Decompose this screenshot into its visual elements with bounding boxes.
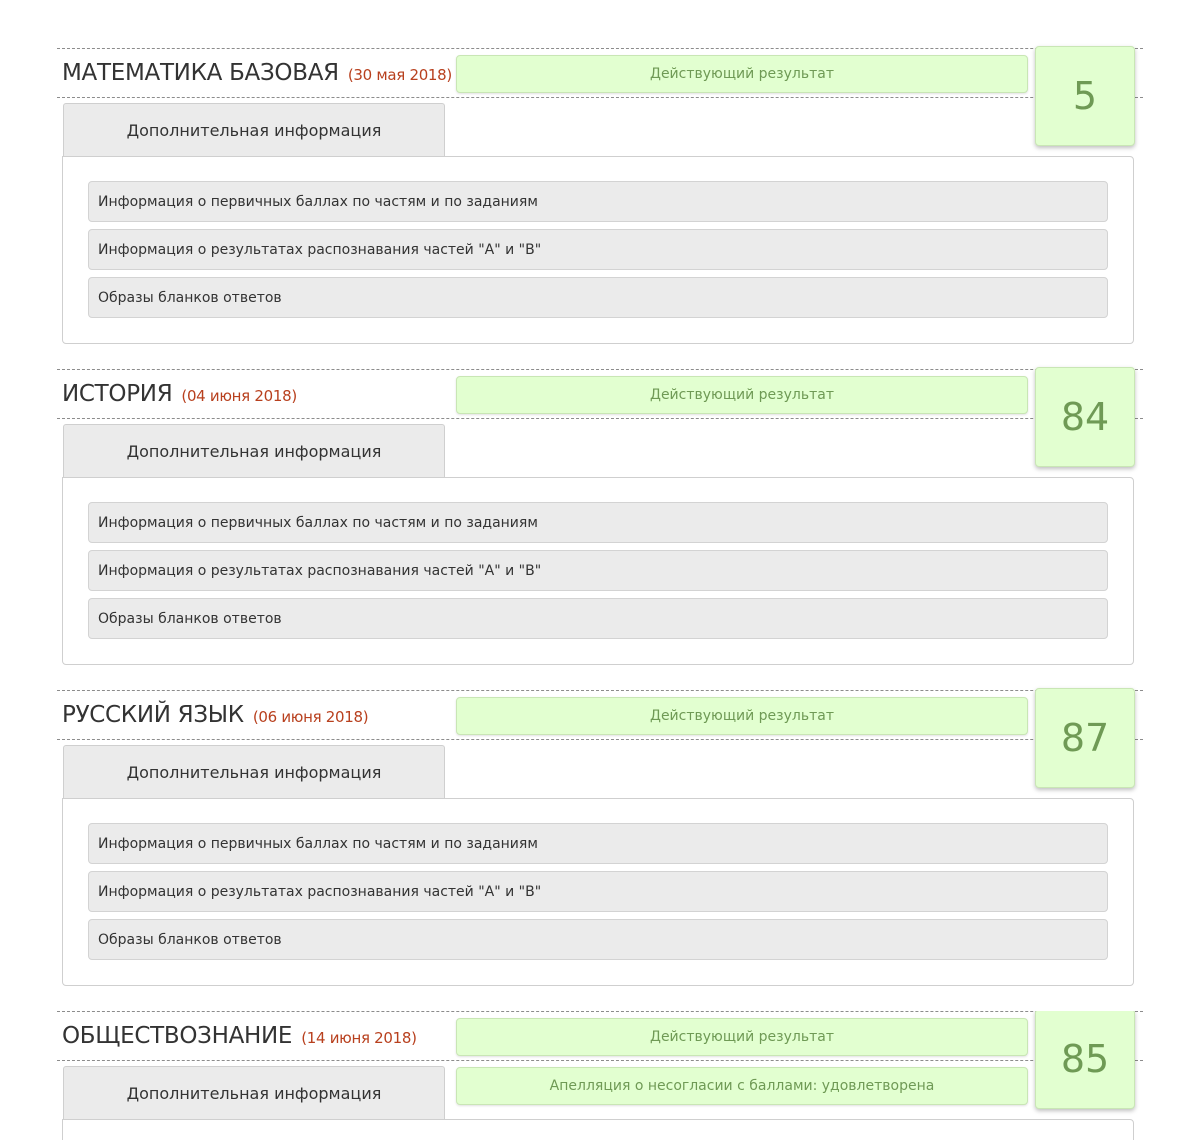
divider bbox=[57, 48, 1143, 49]
recognition-results-link[interactable]: Информация о результатах распознавания частей "А" и "В" bbox=[88, 229, 1108, 270]
primary-scores-link[interactable]: Информация о первичных баллах по частям и по заданиям bbox=[88, 823, 1108, 864]
recognition-results-link[interactable]: Информация о результатах распознавания частей "А" и "В" bbox=[88, 871, 1108, 912]
exam-subject: ОБЩЕСТВОЗНАНИЕ bbox=[62, 1023, 293, 1049]
divider bbox=[57, 97, 1143, 98]
divider bbox=[57, 418, 1143, 419]
exam-subject: ИСТОРИЯ bbox=[62, 381, 173, 407]
tab-additional-info[interactable]: Дополнительная информация bbox=[63, 1066, 445, 1120]
exam-score: 5 bbox=[1035, 46, 1135, 146]
divider bbox=[57, 739, 1143, 740]
exam-block-history bbox=[0, 369, 1200, 689]
result-status-badge: Действующий результат bbox=[456, 376, 1028, 414]
exam-date: (30 мая 2018) bbox=[347, 66, 452, 84]
tab-additional-info[interactable]: Дополнительная информация bbox=[63, 424, 445, 478]
exam-subject: РУССКИЙ ЯЗЫК bbox=[62, 702, 244, 728]
exam-block-russian bbox=[0, 690, 1200, 1010]
answer-forms-link[interactable]: Образы бланков ответов bbox=[88, 598, 1108, 639]
recognition-results-link[interactable]: Информация о результатах распознавания частей "А" и "В" bbox=[88, 550, 1108, 591]
answer-forms-link[interactable]: Образы бланков ответов bbox=[88, 277, 1108, 318]
exam-score: 87 bbox=[1035, 688, 1135, 788]
tab-additional-info[interactable]: Дополнительная информация bbox=[63, 103, 445, 157]
answer-forms-link[interactable]: Образы бланков ответов bbox=[88, 919, 1108, 960]
primary-scores-link[interactable]: Информация о первичных баллах по частям и по заданиям bbox=[88, 181, 1108, 222]
exam-date: (14 июня 2018) bbox=[301, 1029, 417, 1047]
tab-additional-info[interactable]: Дополнительная информация bbox=[63, 745, 445, 799]
exam-block-math-base bbox=[0, 48, 1200, 368]
exam-score: 84 bbox=[1035, 367, 1135, 467]
additional-info-panel bbox=[62, 1119, 1134, 1140]
additional-info-panel bbox=[62, 477, 1134, 665]
divider bbox=[57, 369, 1143, 370]
exam-block-social-studies bbox=[0, 1011, 1200, 1140]
divider bbox=[57, 1060, 1143, 1061]
result-status-badge: Действующий результат bbox=[456, 55, 1028, 93]
primary-scores-link[interactable]: Информация о первичных баллах по частям и по заданиям bbox=[88, 502, 1108, 543]
exam-date: (06 июня 2018) bbox=[252, 708, 369, 726]
appeal-status-badge: Апелляция о несогласии с баллами: удовлетворена bbox=[456, 1067, 1028, 1105]
additional-info-panel bbox=[62, 798, 1134, 986]
result-status-badge: Действующий результат bbox=[456, 697, 1028, 735]
exam-score: 85 bbox=[1035, 1011, 1135, 1109]
exam-title bbox=[62, 702, 368, 728]
exam-title bbox=[62, 381, 297, 407]
divider bbox=[57, 690, 1143, 691]
additional-info-panel bbox=[62, 156, 1134, 344]
divider bbox=[57, 1011, 1143, 1012]
exam-date: (04 июня 2018) bbox=[181, 387, 297, 405]
exam-subject: МАТЕМАТИКА БАЗОВАЯ bbox=[62, 60, 339, 86]
result-status-badge: Действующий результат bbox=[456, 1018, 1028, 1056]
exam-title bbox=[62, 60, 452, 86]
exam-title bbox=[62, 1023, 417, 1049]
